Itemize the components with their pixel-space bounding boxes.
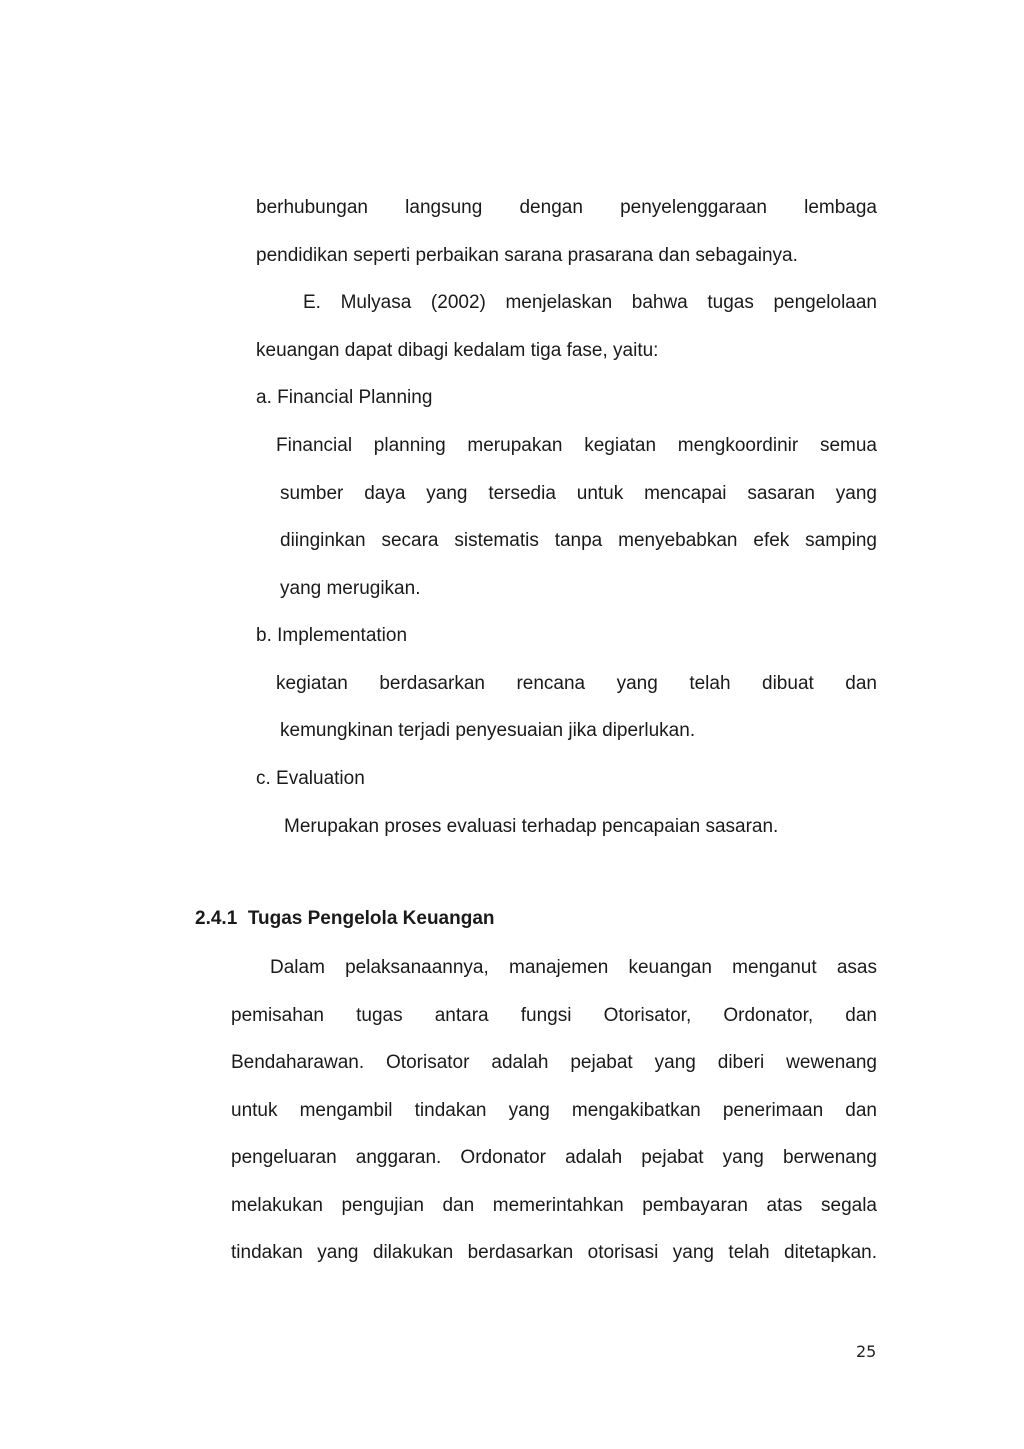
list-item-b-line-2: kemungkinan terjadi penyesuaian jika diperlukan.	[280, 720, 696, 741]
list-item-c-title: c. Evaluation	[256, 768, 365, 789]
page-number: 25	[856, 1342, 877, 1361]
list-item-c-line-1: Merupakan proses evaluasi terhadap pencapaian sasaran.	[284, 816, 779, 837]
list-item-a-line-1: Financial planning merupakan kegiatan mengkoordinir semua	[276, 435, 877, 456]
section-paragraph-line-2: pemisahan tugas antara fungsi Otorisator, Ordonator, dan	[231, 1005, 877, 1026]
section-paragraph-line-1: Dalam pelaksanaannya, manajemen keuangan menganut asas	[270, 957, 877, 978]
section-paragraph-line-5: pengeluaran anggaran. Ordonator adalah pejabat yang berwenang	[231, 1147, 877, 1168]
section-paragraph-line-3: Bendaharawan. Otorisator adalah pejabat yang diberi wewenang	[231, 1052, 877, 1073]
section-paragraph-line-4: untuk mengambil tindakan yang mengakibatkan penerimaan dan	[231, 1100, 877, 1121]
paragraph-2-line-1: E. Mulyasa (2002) menjelaskan bahwa tugas pengelolaan	[303, 292, 877, 313]
section-paragraph-line-7: tindakan yang dilakukan berdasarkan otorisasi yang telah ditetapkan.	[231, 1242, 877, 1263]
list-item-b-line-1: kegiatan berdasarkan rencana yang telah dibuat dan	[276, 673, 877, 694]
list-item-a-line-2: sumber daya yang tersedia untuk mencapai sasaran yang	[280, 483, 877, 504]
paragraph-2-line-2: keuangan dapat dibagi kedalam tiga fase, yaitu:	[256, 340, 659, 361]
list-item-b-title: b. Implementation	[256, 625, 408, 646]
list-item-a-line-4: yang merugikan.	[280, 578, 421, 599]
list-item-a-line-3: diinginkan secara sistematis tanpa menyebabkan efek samping	[280, 530, 877, 551]
section-paragraph-line-6: melakukan pengujian dan memerintahkan pembayaran atas segala	[231, 1195, 877, 1216]
paragraph-1-line-1: berhubungan langsung dengan penyelenggaraan lembaga	[256, 197, 877, 218]
list-item-a-title: a. Financial Planning	[256, 387, 433, 408]
paragraph-1-line-2: pendidikan seperti perbaikan sarana prasarana dan sebagainya.	[256, 245, 798, 266]
section-heading: 2.4.1 Tugas Pengelola Keuangan	[195, 908, 495, 929]
